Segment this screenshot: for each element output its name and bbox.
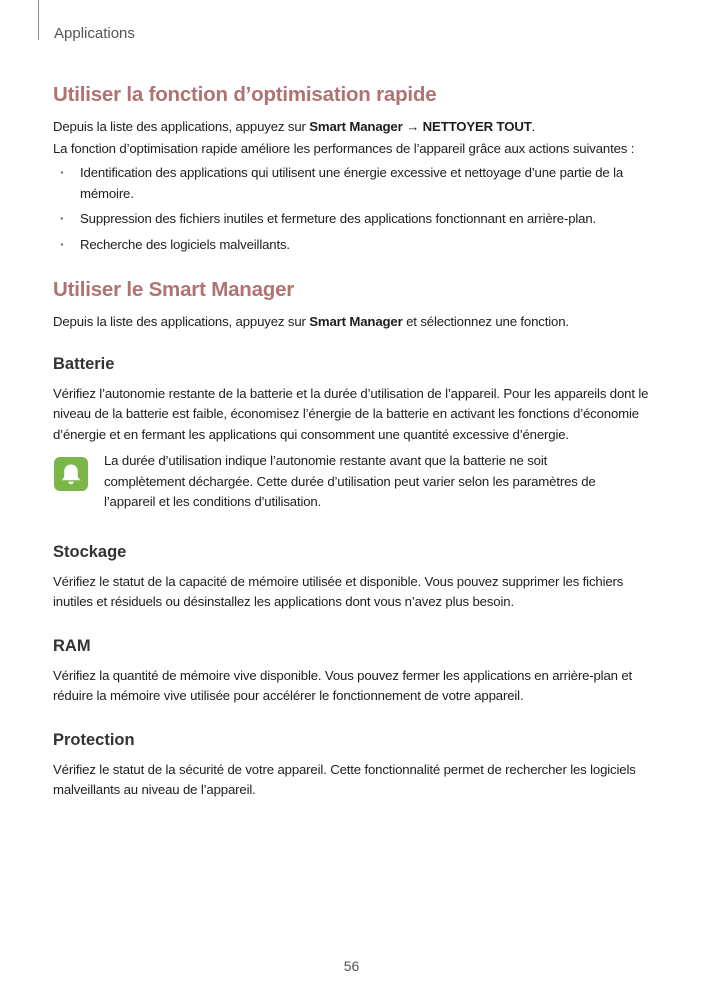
header-divider [38,0,39,40]
smart-manager-instruction [53,312,653,333]
section-title-smart-manager: Utiliser le Smart Manager [53,278,295,301]
running-header: Applications [54,25,135,42]
rapid-instruction-prefix: Depuis la liste des applications, appuyez sur [53,119,310,134]
page-number: 56 [343,958,360,974]
arrow-separator: → [402,119,423,134]
subsection-title-protection: Protection [53,730,135,749]
smart-manager-term: Smart Manager [309,314,403,329]
section-title-rapid: Utiliser la fonction d’optimisation rapide [53,83,437,106]
rapid-instruction [53,117,653,138]
rapid-instruction-suffix: . [531,119,536,134]
note-text: La durée d’utilisation indique l’autonomie restante avant que la batterie ne soit complètement déchargée. Cette durée d’utilisation peut varier selon les paramètres de l’appareil et les conditions d’utilisation. [104,453,596,509]
nettoyer-tout-term: NETTOYER TOUT [422,119,532,134]
list-item: · Suppression des fichiers inutiles et fermeture des applications fonctionnant en arrière-plan. [53,209,653,230]
rapid-description: La fonction d’optimisation rapide améliore les performances de l’appareil grâce aux actions suivantes : [53,140,635,156]
protection-description: Vérifiez le statut de la sécurité de votre appareil. Cette fonctionnalité permet de rechercher les logiciels malveillants au niveau de l’appareil. [53,761,636,797]
list-item: · Recherche des logiciels malveillants. [53,235,653,256]
smart-instruction-prefix: Depuis la liste des applications, appuyez sur [53,314,310,329]
page-content [53,82,653,801]
ram-description: Vérifiez la quantité de mémoire vive disponible. Vous pouvez fermer les applications en arrière-plan et réduire la mémoire vive utilisée pour accélérer le fonctionnement de votre appareil. [53,667,633,703]
rapid-actions-list [53,163,653,255]
bell-icon [53,456,89,492]
subsection-title-ram: RAM [53,636,91,655]
subsection-title-stockage: Stockage [53,542,127,561]
stockage-description: Vérifiez le statut de la capacité de mémoire utilisée et disponible. Vous pouvez supprimer les fichiers inutiles et résiduels ou désinstallez les applications dont vous n’avez plus besoin. [53,573,624,609]
smart-manager-term: Smart Manager [309,119,403,134]
smart-instruction-suffix: et sélectionnez une fonction. [402,314,569,329]
list-item: · Identification des applications qui utilisent une énergie excessive et nettoyage d’une partie de la mémoire. [53,163,653,204]
note-box [53,451,653,513]
batterie-description: Vérifiez l’autonomie restante de la batterie et la durée d’utilisation de l’appareil. Pour les appareils dont le niveau de la batterie est faible, économisez l’énergie de la batterie en activant les fonctions d’économie d’énergie et en fermant les applications qui consomment une quantité excessive d’énergie. [53,385,649,442]
subsection-title-batterie: Batterie [53,354,115,373]
